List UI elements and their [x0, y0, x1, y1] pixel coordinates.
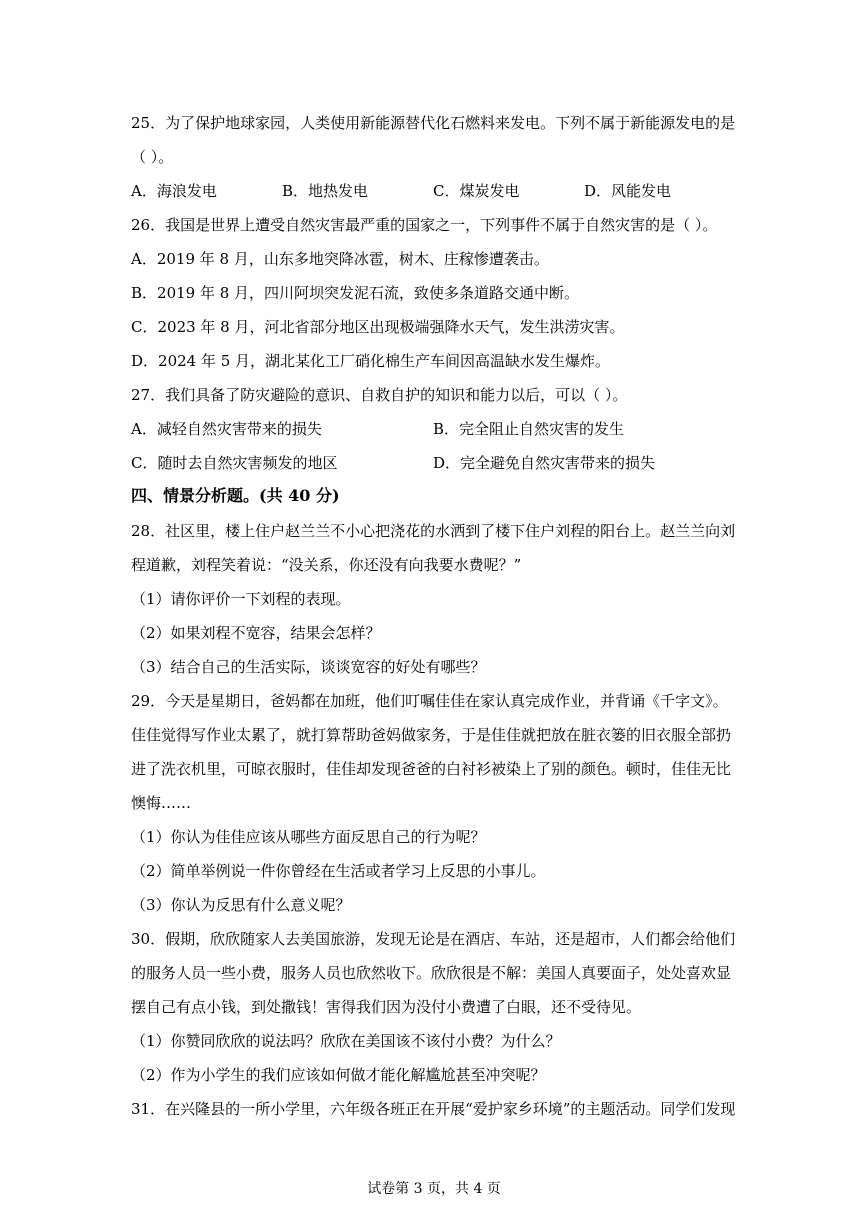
q25-option-d: D．风能发电: [584, 182, 672, 200]
q29-stem-line-2: 佳佳觉得写作业太累了，就打算帮助爸妈做家务，于是佳佳就把放在脏衣篓的旧衣服全部扔: [131, 726, 732, 744]
q30-sub-2: （2）作为小学生的我们应该如何做才能化解尴尬甚至冲突呢？: [131, 1066, 546, 1084]
q31-stem-line-1: 31．在兴隆县的一所小学里，六年级各班正在开展“爱护家乡环境”的主题活动。同学们发现: [131, 1100, 736, 1118]
q30-sub-1: （1）你赞同欣欣的说法吗？欣欣在美国该不该付小费？为什么？: [131, 1032, 561, 1050]
q27-stem: 27．我们具备了防灾避险的意识、自救自护的知识和能力以后，可以（ ）。: [131, 386, 628, 404]
q25-stem-line-2: （ ）。: [131, 148, 174, 166]
q28-sub-3: （3）结合自己的生活实际，谈谈宽容的好处有哪些？: [131, 658, 486, 676]
q30-stem-line-3: 摆自己有点小钱，到处撒钱！害得我们因为没付小费遭了白眼，还不受待见。: [131, 998, 642, 1016]
q26-option-b: B．2019 年 8 月，四川阿坝突发泥石流，致使多条道路交通中断。: [131, 284, 580, 302]
q27-option-a: A．减轻自然灾害带来的损失: [131, 420, 322, 438]
q28-stem-line-2: 程道歉，刘程笑着说：“没关系，你还没有向我要水费呢？”: [131, 556, 522, 574]
q28-stem-line-1: 28．社区里，楼上住户赵兰兰不小心把浇花的水洒到了楼下住户刘程的阳台上。赵兰兰向刘: [131, 522, 736, 540]
q27-option-c: C．随时去自然灾害频发的地区: [131, 454, 338, 472]
q27-option-b: B．完全阻止自然灾害的发生: [433, 420, 625, 438]
q25-stem-line-1: 25．为了保护地球家园，人类使用新能源替代化石燃料来发电。下列不属于新能源发电的是: [131, 114, 736, 132]
q25-option-b: B．地热发电: [282, 182, 369, 200]
q26-stem: 26．我国是世界上遭受自然灾害最严重的国家之一，下列事件不属于自然灾害的是（ ）。: [131, 216, 718, 234]
q28-sub-1: （1）请你评价一下刘程的表现。: [131, 590, 351, 608]
q29-stem-line-1: 29．今天是星期日，爸妈都在加班，他们叮嘱佳佳在家认真完成作业，并背诵《千字文》。: [131, 692, 728, 710]
q27-option-d: D．完全避免自然灾害带来的损失: [433, 454, 656, 472]
q26-option-d: D．2024 年 5 月，湖北某化工厂硝化棉生产车间因高温缺水发生爆炸。: [131, 352, 611, 370]
q30-stem-line-1: 30．假期，欣欣随家人去美国旅游，发现无论是在酒店、车站，还是超市，人们都会给他们: [131, 930, 736, 948]
q29-stem-line-3: 进了洗衣机里，可晾衣服时，佳佳却发现爸爸的白衬衫被染上了别的颜色。顿时，佳佳无比: [131, 760, 732, 778]
q25-option-c: C．煤炭发电: [433, 182, 520, 200]
q26-option-a: A．2019 年 8 月，山东多地突降冰雹，树木、庄稼惨遭袭击。: [131, 250, 549, 268]
q25-option-a: A．海浪发电: [131, 182, 217, 200]
q29-stem-line-4: 懊悔……: [131, 794, 192, 812]
q30-stem-line-2: 的服务人员一些小费，服务人员也欣然收下。欣欣很是不解：美国人真要面子，处处喜欢显: [131, 964, 732, 982]
q29-sub-3: （3）你认为反思有什么意义呢？: [131, 896, 351, 914]
q26-option-c: C．2023 年 8 月，河北省部分地区出现极端强降水天气，发生洪涝灾害。: [131, 318, 625, 336]
q29-sub-1: （1）你认为佳佳应该从哪些方面反思自己的行为呢？: [131, 828, 486, 846]
q29-sub-2: （2）简单举例说一件你曾经在生活或者学习上反思的小事儿。: [131, 862, 546, 880]
page-footer: 试卷第 3 页，共 4 页: [367, 1181, 501, 1197]
q28-sub-2: （2）如果刘程不宽容，结果会怎样？: [131, 624, 381, 642]
section-4-heading: 四、情景分析题。(共 40 分): [131, 486, 340, 505]
